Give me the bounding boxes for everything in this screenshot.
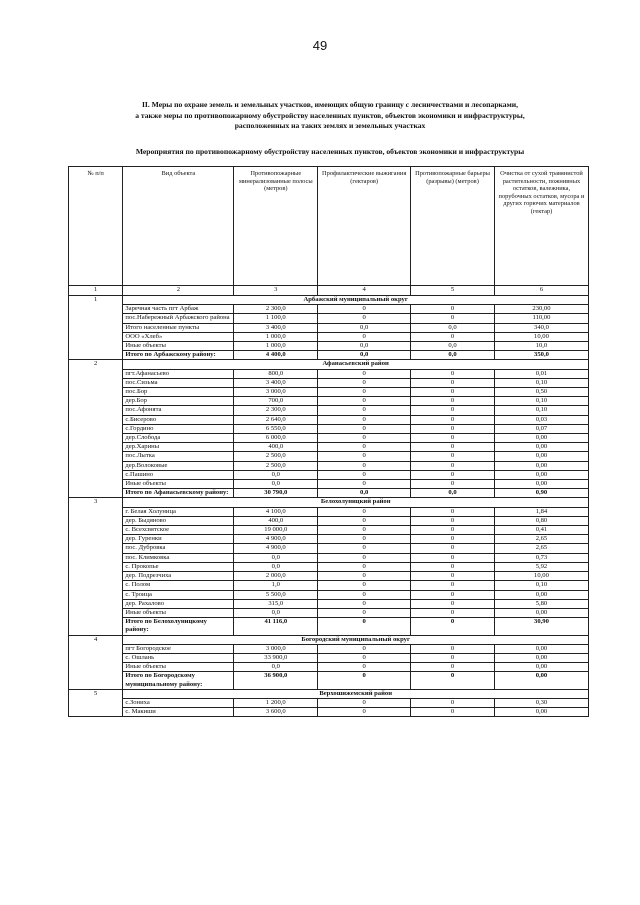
region-number: 4 — [69, 635, 123, 689]
preventive-burning-value: 0,0 — [318, 342, 411, 351]
cleaning-value: 0,00 — [494, 708, 588, 717]
object-name: Итого по Белохолуницкому району: — [123, 618, 234, 635]
table-row — [69, 599, 589, 608]
preventive-burning-value: 0 — [318, 581, 411, 590]
preventive-burning-value: 0 — [318, 590, 411, 599]
cleaning-value: 5,92 — [494, 562, 588, 571]
preventive-burning-value: 0 — [318, 644, 411, 653]
cleaning-value: 0,10 — [494, 397, 588, 406]
object-name: с.Бисерово — [123, 415, 234, 424]
header-fire-barriers: Противопожарные барьеры (разрывы) (метров) — [411, 167, 495, 286]
object-name: ООО «Хлеб» — [123, 332, 234, 341]
fire-barriers-value: 0 — [411, 305, 495, 314]
mineral-strips-value: 0,0 — [234, 553, 318, 562]
cleaning-value: 0,80 — [494, 516, 588, 525]
object-name: Итого населенные пункты — [123, 323, 234, 332]
region-number: 5 — [69, 689, 123, 717]
cleaning-value: 230,00 — [494, 305, 588, 314]
cleaning-value: 340,0 — [494, 323, 588, 332]
object-name: с. Прокопье — [123, 562, 234, 571]
fire-barriers-value: 0,0 — [411, 342, 495, 351]
fire-barriers-value: 0 — [411, 461, 495, 470]
mineral-strips-value: 1,0 — [234, 581, 318, 590]
preventive-burning-value: 0 — [318, 470, 411, 479]
table-row — [69, 544, 589, 553]
preventive-burning-value: 0 — [318, 397, 411, 406]
cleaning-value: 0,00 — [494, 644, 588, 653]
fire-safety-table — [68, 166, 589, 717]
mineral-strips-value: 6 550,0 — [234, 424, 318, 433]
mineral-strips-value: 2 300,0 — [234, 406, 318, 415]
object-name: с.Зониха — [123, 698, 234, 707]
mineral-strips-value: 2 500,0 — [234, 461, 318, 470]
object-name: с. Ошлань — [123, 653, 234, 662]
preventive-burning-value: 0 — [318, 526, 411, 535]
table-row — [69, 314, 589, 323]
header-preventive-burning: Профилактические выжигания (гектаров) — [318, 167, 411, 286]
preventive-burning-value: 0 — [318, 378, 411, 387]
section-title-line: II. Меры по охране земель и земельных участков, имеющих общую границу с лесничествами и лесопарками, — [141, 100, 519, 109]
region-number: 3 — [69, 498, 123, 635]
cleaning-value: 350,0 — [494, 351, 588, 360]
fire-barriers-value: 0 — [411, 332, 495, 341]
region-name: Верхошижемский район — [123, 689, 589, 698]
cleaning-value: 0,10 — [494, 406, 588, 415]
mineral-strips-value: 700,0 — [234, 397, 318, 406]
fire-barriers-value: 0 — [411, 443, 495, 452]
mineral-strips-value: 1 200,0 — [234, 698, 318, 707]
cleaning-value: 0,41 — [494, 526, 588, 535]
column-number: 6 — [494, 286, 588, 296]
table-row — [69, 305, 589, 314]
table-row — [69, 653, 589, 662]
table-row — [69, 424, 589, 433]
section-title-line: а также меры по противопожарному обустройству населенных пунктов, объектов экономики и инфраструктуры, — [135, 110, 525, 120]
mineral-strips-value: 3 000,0 — [234, 388, 318, 397]
table-row — [69, 608, 589, 617]
object-name: дер.Волоковые — [123, 461, 234, 470]
region-number: 2 — [69, 360, 123, 498]
fire-barriers-value: 0 — [411, 507, 495, 516]
object-name: дер.Харины — [123, 443, 234, 452]
mineral-strips-value: 400,0 — [234, 516, 318, 525]
table-row — [69, 553, 589, 562]
mineral-strips-value: 0,0 — [234, 562, 318, 571]
cleaning-value: 0,00 — [494, 608, 588, 617]
table-row — [69, 332, 589, 341]
preventive-burning-value: 0 — [318, 553, 411, 562]
mineral-strips-value: 2 500,0 — [234, 452, 318, 461]
object-name: Иные объекты — [123, 608, 234, 617]
cleaning-value: 0,00 — [494, 672, 588, 689]
cleaning-value: 0,00 — [494, 443, 588, 452]
total-row — [69, 672, 589, 689]
table-row — [69, 397, 589, 406]
section-title-line: расположенных на таких землях и земельных участках — [234, 121, 426, 130]
table-row — [69, 452, 589, 461]
cleaning-value: 10,0 — [494, 342, 588, 351]
cleaning-value: 0,30 — [494, 698, 588, 707]
total-row — [69, 351, 589, 360]
table-row — [69, 507, 589, 516]
mineral-strips-value: 33 900,0 — [234, 653, 318, 662]
column-number: 3 — [234, 286, 318, 296]
fire-barriers-value: 0 — [411, 644, 495, 653]
preventive-burning-value: 0 — [318, 708, 411, 717]
object-name: с.Гордино — [123, 424, 234, 433]
region-row — [69, 360, 589, 369]
preventive-burning-value: 0,0 — [318, 323, 411, 332]
fire-barriers-value: 0,0 — [411, 323, 495, 332]
preventive-burning-value: 0 — [318, 443, 411, 452]
preventive-burning-value: 0 — [318, 672, 411, 689]
fire-barriers-value: 0 — [411, 618, 495, 635]
cleaning-value: 0,07 — [494, 424, 588, 433]
preventive-burning-value: 0 — [318, 305, 411, 314]
total-row — [69, 618, 589, 635]
fire-barriers-value: 0 — [411, 599, 495, 608]
table-row — [69, 406, 589, 415]
table-row — [69, 415, 589, 424]
object-name: пос. Дубровка — [123, 544, 234, 553]
cleaning-value: 0,00 — [494, 461, 588, 470]
mineral-strips-value: 4 400,0 — [234, 351, 318, 360]
preventive-burning-value: 0 — [318, 434, 411, 443]
table-row — [69, 562, 589, 571]
table-row — [69, 516, 589, 525]
preventive-burning-value: 0 — [318, 406, 411, 415]
cleaning-value: 1,84 — [494, 507, 588, 516]
table-row — [69, 590, 589, 599]
object-name: пос.Сизьма — [123, 378, 234, 387]
fire-barriers-value: 0 — [411, 581, 495, 590]
fire-barriers-value: 0 — [411, 434, 495, 443]
preventive-burning-value: 0 — [318, 535, 411, 544]
object-name: пос.Набережный Арбажского района — [123, 314, 234, 323]
fire-barriers-value: 0 — [411, 526, 495, 535]
object-name: пос. Климковка — [123, 553, 234, 562]
preventive-burning-value: 0 — [318, 599, 411, 608]
header-row — [69, 167, 589, 286]
mineral-strips-value: 41 116,0 — [234, 618, 318, 635]
fire-barriers-value: 0 — [411, 480, 495, 489]
table-row — [69, 572, 589, 581]
preventive-burning-value: 0 — [318, 663, 411, 672]
section-title — [60, 100, 600, 132]
mineral-strips-value: 2 640,0 — [234, 415, 318, 424]
mineral-strips-value: 315,0 — [234, 599, 318, 608]
table-row — [69, 342, 589, 351]
total-row — [69, 489, 589, 498]
fire-barriers-value: 0 — [411, 663, 495, 672]
object-name: дер. Быдяново — [123, 516, 234, 525]
preventive-burning-value: 0 — [318, 480, 411, 489]
region-row — [69, 689, 589, 698]
cleaning-value: 0,00 — [494, 434, 588, 443]
table-row — [69, 323, 589, 332]
fire-barriers-value: 0 — [411, 608, 495, 617]
mineral-strips-value: 1 000,0 — [234, 332, 318, 341]
fire-barriers-value: 0 — [411, 470, 495, 479]
table-subheading: Мероприятия по противопожарному обустройству населенных пунктов, объектов экономики и инфраструктуры — [135, 147, 525, 156]
object-name: дер. Гуренки — [123, 535, 234, 544]
cleaning-value: 30,90 — [494, 618, 588, 635]
fire-barriers-value: 0 — [411, 590, 495, 599]
fire-barriers-value: 0 — [411, 452, 495, 461]
header-object-type: Вид объекта — [123, 167, 234, 286]
object-name: Иные объекты — [123, 663, 234, 672]
fire-barriers-value: 0 — [411, 572, 495, 581]
mineral-strips-value: 2 000,0 — [234, 572, 318, 581]
preventive-burning-value: 0 — [318, 653, 411, 662]
table-row — [69, 698, 589, 707]
table-row — [69, 581, 589, 590]
object-name: с. Макиши — [123, 708, 234, 717]
cleaning-value: 10,00 — [494, 572, 588, 581]
mineral-strips-value: 4 100,0 — [234, 507, 318, 516]
cleaning-value: 0,10 — [494, 378, 588, 387]
mineral-strips-value: 1 000,0 — [234, 342, 318, 351]
fire-barriers-value: 0 — [411, 562, 495, 571]
cleaning-value: 0,00 — [494, 480, 588, 489]
preventive-burning-value: 0 — [318, 369, 411, 378]
fire-barriers-value: 0 — [411, 424, 495, 433]
mineral-strips-value: 0,0 — [234, 480, 318, 489]
fire-barriers-value: 0 — [411, 535, 495, 544]
cleaning-value: 0,10 — [494, 581, 588, 590]
object-name: дер. Подрезчиха — [123, 572, 234, 581]
object-name: с. Полом — [123, 581, 234, 590]
cleaning-value: 0,00 — [494, 590, 588, 599]
region-row — [69, 635, 589, 644]
region-name: Афанасьевский район — [123, 360, 589, 369]
region-name: Белохолуницкий район — [123, 498, 589, 507]
cleaning-value: 0,50 — [494, 388, 588, 397]
mineral-strips-value: 36 900,0 — [234, 672, 318, 689]
preventive-burning-value: 0 — [318, 698, 411, 707]
preventive-burning-value: 0 — [318, 507, 411, 516]
mineral-strips-value: 0,0 — [234, 663, 318, 672]
fire-barriers-value: 0 — [411, 415, 495, 424]
preventive-burning-value: 0 — [318, 618, 411, 635]
object-name: пос.Лытка — [123, 452, 234, 461]
object-name: пос.Афонята — [123, 406, 234, 415]
object-name: пгт.Афанасьево — [123, 369, 234, 378]
mineral-strips-value: 6 000,0 — [234, 434, 318, 443]
mineral-strips-value: 3 400,0 — [234, 323, 318, 332]
table-row — [69, 369, 589, 378]
mineral-strips-value: 0,0 — [234, 470, 318, 479]
mineral-strips-value: 800,0 — [234, 369, 318, 378]
preventive-burning-value: 0 — [318, 572, 411, 581]
cleaning-value: 0,03 — [494, 415, 588, 424]
object-name: с. Троица — [123, 590, 234, 599]
fire-barriers-value: 0 — [411, 698, 495, 707]
header-mineral-strips: Противопожарные минерализованные полосы (метров) — [234, 167, 318, 286]
cleaning-value: 0,01 — [494, 369, 588, 378]
object-name: дер.Бор — [123, 397, 234, 406]
table-row — [69, 388, 589, 397]
object-name: дер.Слобода — [123, 434, 234, 443]
fire-barriers-value: 0,0 — [411, 351, 495, 360]
fire-barriers-value: 0 — [411, 672, 495, 689]
header-cleaning: Очистка от сухой травянистой растительности, пожнивных остатков, валежника, порубочных остатков, мусора и других горючих материалов (гектар) — [494, 167, 588, 286]
cleaning-value: 2,65 — [494, 544, 588, 553]
mineral-strips-value: 3 000,0 — [234, 644, 318, 653]
table-row — [69, 470, 589, 479]
mineral-strips-value: 400,0 — [234, 443, 318, 452]
fire-barriers-value: 0 — [411, 708, 495, 717]
mineral-strips-value: 4 900,0 — [234, 535, 318, 544]
fire-barriers-value: 0 — [411, 397, 495, 406]
preventive-burning-value: 0 — [318, 388, 411, 397]
object-name: дер. Рахалово — [123, 599, 234, 608]
cleaning-value: 2,65 — [494, 535, 588, 544]
preventive-burning-value: 0 — [318, 562, 411, 571]
table-row — [69, 443, 589, 452]
cleaning-value: 0,00 — [494, 470, 588, 479]
column-number-row — [69, 286, 589, 296]
table-row — [69, 708, 589, 717]
preventive-burning-value: 0 — [318, 452, 411, 461]
table-row — [69, 434, 589, 443]
preventive-burning-value: 0,0 — [318, 489, 411, 498]
column-number: 4 — [318, 286, 411, 296]
preventive-burning-value: 0 — [318, 608, 411, 617]
region-name: Арбажский муниципальный округ — [123, 296, 589, 305]
fire-barriers-value: 0 — [411, 553, 495, 562]
object-name: Итого по Афанасьевскому району: — [123, 489, 234, 498]
object-name: Иные объекты — [123, 480, 234, 489]
cleaning-value: 0,90 — [494, 489, 588, 498]
fire-barriers-value: 0 — [411, 653, 495, 662]
column-number: 1 — [69, 286, 123, 296]
region-name: Богородский муниципальный округ — [123, 635, 589, 644]
mineral-strips-value: 5 500,0 — [234, 590, 318, 599]
column-number: 2 — [123, 286, 234, 296]
mineral-strips-value: 2 300,0 — [234, 305, 318, 314]
preventive-burning-value: 0 — [318, 424, 411, 433]
object-name: Итого по Арбажскому району: — [123, 351, 234, 360]
fire-barriers-value: 0 — [411, 314, 495, 323]
cleaning-value: 0,73 — [494, 553, 588, 562]
mineral-strips-value: 30 790,0 — [234, 489, 318, 498]
mineral-strips-value: 0,0 — [234, 608, 318, 617]
object-name: г. Белая Холуница — [123, 507, 234, 516]
table-row — [69, 480, 589, 489]
fire-barriers-value: 0 — [411, 406, 495, 415]
mineral-strips-value: 3 400,0 — [234, 378, 318, 387]
table-row — [69, 535, 589, 544]
preventive-burning-value: 0 — [318, 314, 411, 323]
mineral-strips-value: 19 000,0 — [234, 526, 318, 535]
object-name: с. Всехсвятское — [123, 526, 234, 535]
preventive-burning-value: 0 — [318, 332, 411, 341]
fire-barriers-value: 0 — [411, 544, 495, 553]
table-row — [69, 663, 589, 672]
cleaning-value: 0,00 — [494, 663, 588, 672]
preventive-burning-value: 0 — [318, 415, 411, 424]
table-row — [69, 526, 589, 535]
table-row — [69, 644, 589, 653]
table-body — [69, 286, 589, 717]
region-row — [69, 296, 589, 305]
preventive-burning-value: 0,0 — [318, 351, 411, 360]
object-name: Заречная часть пгт Арбаж — [123, 305, 234, 314]
fire-barriers-value: 0 — [411, 388, 495, 397]
preventive-burning-value: 0 — [318, 544, 411, 553]
cleaning-value: 0,00 — [494, 452, 588, 461]
object-name: Итого по Богородскому муниципальному району: — [123, 672, 234, 689]
region-row — [69, 498, 589, 507]
preventive-burning-value: 0 — [318, 516, 411, 525]
page-number: 49 — [312, 38, 328, 53]
fire-barriers-value: 0 — [411, 516, 495, 525]
table-row — [69, 378, 589, 387]
region-number: 1 — [69, 296, 123, 360]
object-name: пос.Бор — [123, 388, 234, 397]
cleaning-value: 5,80 — [494, 599, 588, 608]
object-name: пгт Богородское — [123, 644, 234, 653]
cleaning-value: 0,00 — [494, 653, 588, 662]
header-number: № п/п — [69, 167, 123, 286]
fire-barriers-value: 0 — [411, 378, 495, 387]
mineral-strips-value: 4 900,0 — [234, 544, 318, 553]
table-row — [69, 461, 589, 470]
fire-barriers-value: 0,0 — [411, 489, 495, 498]
column-number: 5 — [411, 286, 495, 296]
cleaning-value: 110,00 — [494, 314, 588, 323]
cleaning-value: 10,00 — [494, 332, 588, 341]
fire-barriers-value: 0 — [411, 369, 495, 378]
object-name: с.Пашино — [123, 470, 234, 479]
preventive-burning-value: 0 — [318, 461, 411, 470]
mineral-strips-value: 1 100,0 — [234, 314, 318, 323]
object-name: Иные объекты — [123, 342, 234, 351]
mineral-strips-value: 3 600,0 — [234, 708, 318, 717]
